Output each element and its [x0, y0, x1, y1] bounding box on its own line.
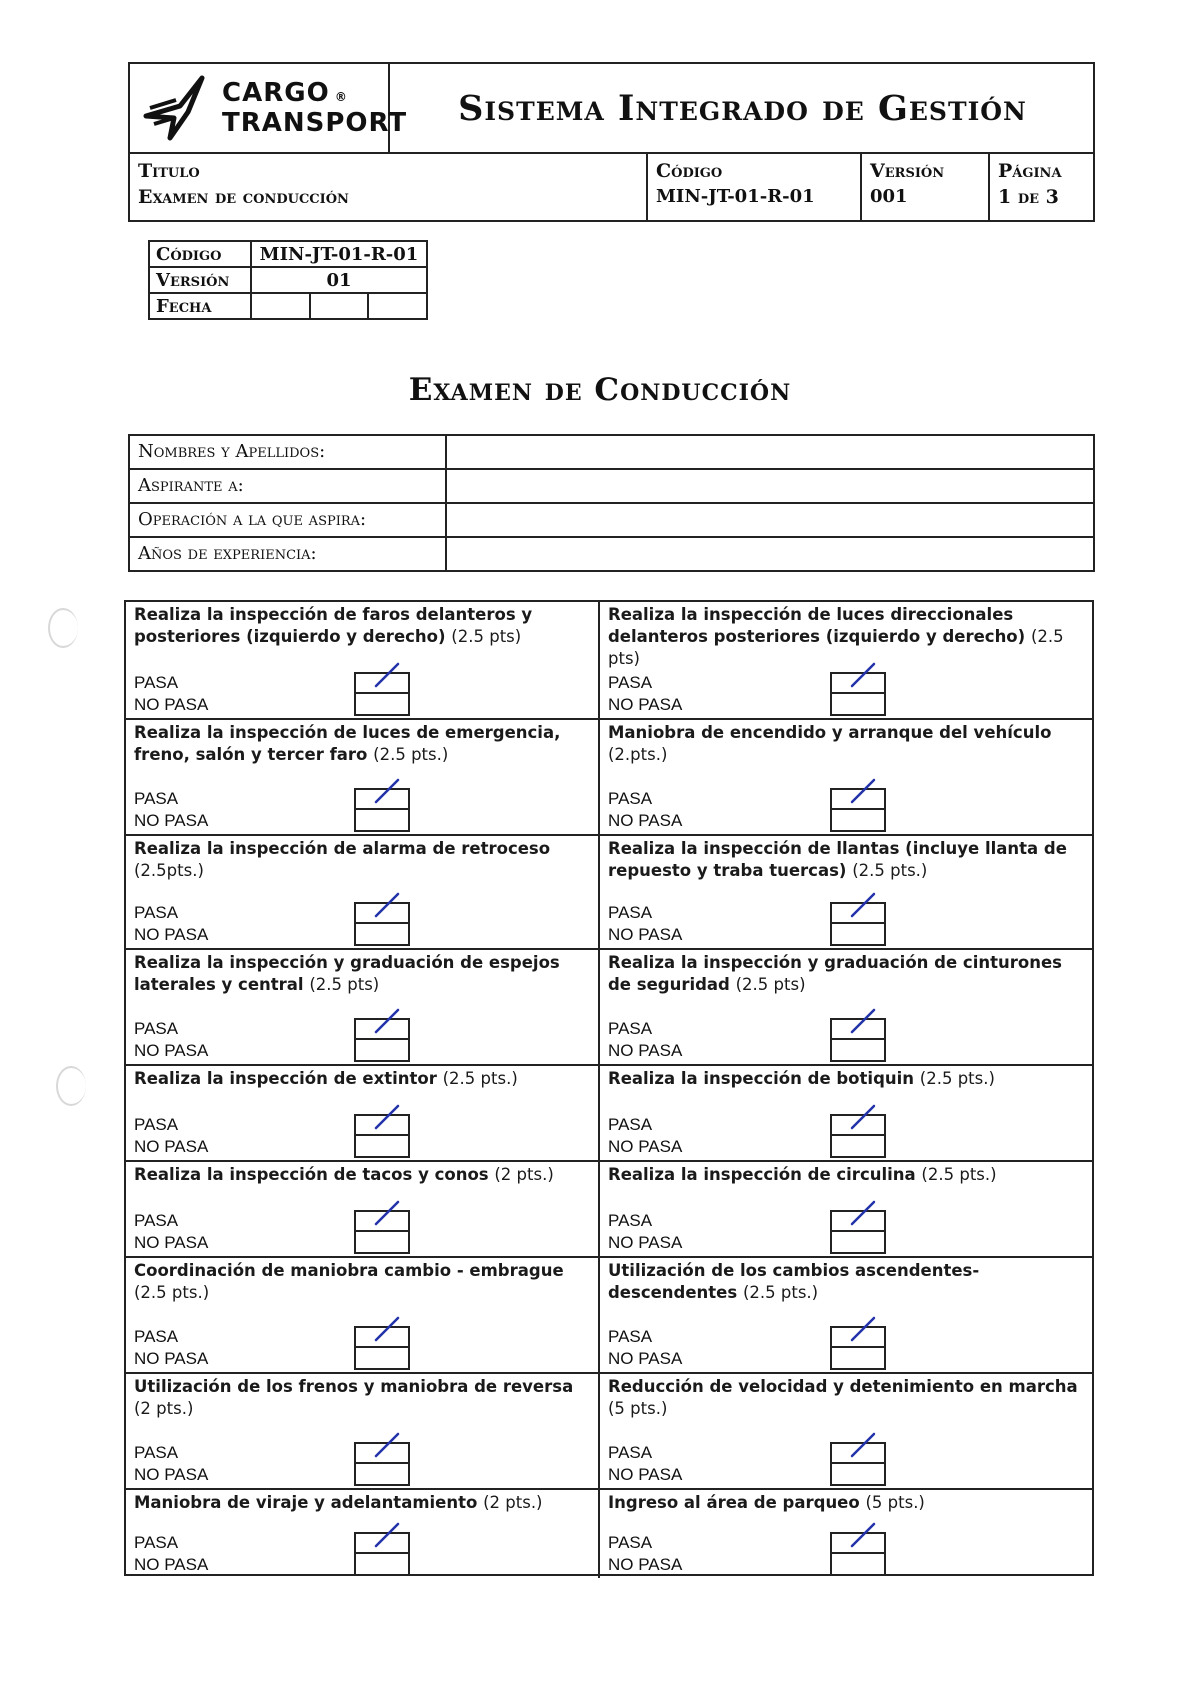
pass-option-label: PASA — [134, 1533, 179, 1552]
item-points: (2.5 pts.) — [921, 1165, 997, 1184]
pass-checkbox[interactable] — [354, 672, 410, 694]
plane-arrow-icon — [140, 72, 210, 142]
fail-option-label: NO PASA — [608, 695, 683, 714]
fail-checkbox[interactable] — [830, 1136, 886, 1158]
code-table-codigo-value: MIN-JT-01-R-01 — [251, 241, 427, 267]
version-cell — [860, 154, 988, 222]
fail-checkbox[interactable] — [830, 1040, 886, 1062]
fail-checkbox[interactable] — [830, 694, 886, 716]
checklist-item — [600, 720, 1092, 836]
item-points: (2.5 pts.) — [919, 1069, 995, 1088]
pagina-cell — [988, 154, 1093, 222]
item-question — [608, 1164, 1082, 1186]
fail-checkbox[interactable] — [354, 1464, 410, 1486]
exam-title: Examen de Conducción — [408, 372, 792, 408]
pass-checkbox[interactable] — [354, 1326, 410, 1348]
item-question-text: Utilización de los frenos y maniobra de reversa — [134, 1377, 574, 1396]
fail-checkbox[interactable] — [830, 1464, 886, 1486]
checklist-item — [126, 602, 600, 720]
version-value: 001 — [870, 186, 908, 207]
fail-checkbox[interactable] — [354, 810, 410, 832]
item-points: (2.5 pts) — [735, 975, 806, 994]
item-points: (2 pts.) — [494, 1165, 554, 1184]
pass-checkbox[interactable] — [830, 1326, 886, 1348]
item-question-text: Realiza la inspección de alarma de retroceso — [134, 839, 551, 858]
item-question — [134, 952, 588, 996]
pagina-value: 1 de 3 — [998, 186, 1059, 208]
item-points: (2.5 pts.) — [373, 745, 449, 764]
fail-checkbox[interactable] — [830, 1348, 886, 1370]
checklist-item — [600, 1066, 1092, 1162]
checkmark-icon — [370, 1430, 404, 1464]
item-points: (2.5 pts.) — [852, 861, 928, 880]
fail-checkbox[interactable] — [830, 1232, 886, 1254]
fail-option-label: NO PASA — [608, 811, 683, 830]
pass-checkbox[interactable] — [830, 1114, 886, 1136]
code-table-version-label: Versión — [149, 267, 251, 293]
checklist-item — [126, 1162, 600, 1258]
checklist-item — [600, 1490, 1092, 1578]
pass-option-label: PASA — [608, 1115, 653, 1134]
checkmark-icon — [370, 1314, 404, 1348]
pass-option-label: PASA — [134, 789, 179, 808]
item-question — [608, 604, 1082, 670]
item-question — [608, 1068, 1082, 1090]
item-question-text: Realiza la inspección de llantas (incluye llanta de repuesto y traba tuercas) — [608, 839, 1067, 880]
operation-label: Operación a la que aspira: — [130, 504, 447, 536]
fail-option-label: NO PASA — [608, 925, 683, 944]
fail-checkbox[interactable] — [354, 1348, 410, 1370]
item-question — [608, 1376, 1082, 1420]
code-table-version-value: 01 — [251, 267, 427, 293]
fail-option-label: NO PASA — [608, 1555, 683, 1574]
pass-option-label: PASA — [134, 1115, 179, 1134]
item-question-text: Reducción de velocidad y detenimiento en marcha — [608, 1377, 1078, 1396]
checklist-grid — [124, 600, 1094, 1576]
fecha-month-field[interactable] — [310, 293, 369, 319]
pass-option-label: PASA — [608, 1533, 653, 1552]
item-question-text: Realiza la inspección y graduación de cinturones de seguridad — [608, 953, 1062, 994]
header-meta-row — [130, 152, 1093, 220]
fail-option-label: NO PASA — [134, 1349, 209, 1368]
fail-checkbox[interactable] — [354, 1554, 410, 1576]
pass-option-label: PASA — [608, 1211, 653, 1230]
pass-option-label: PASA — [134, 903, 179, 922]
fail-checkbox[interactable] — [354, 694, 410, 716]
item-points: (2.5 pts.) — [442, 1069, 518, 1088]
checkmark-icon — [846, 1314, 880, 1348]
pass-checkbox[interactable] — [830, 672, 886, 694]
checklist-item — [600, 1162, 1092, 1258]
titulo-value: Examen de conducción — [138, 186, 349, 208]
checkmark-icon — [846, 776, 880, 810]
fail-option-label: NO PASA — [608, 1465, 683, 1484]
fail-option-label: NO PASA — [134, 1233, 209, 1252]
pass-option-label: PASA — [608, 1019, 653, 1038]
item-points: (2 pts.) — [483, 1493, 543, 1512]
checklist-item — [126, 836, 600, 950]
punch-hole-bottom — [56, 1066, 86, 1106]
item-question-text: Realiza la inspección y graduación de espejos laterales y central — [134, 953, 560, 994]
item-question-text: Realiza la inspección de extintor — [134, 1069, 437, 1088]
checkmark-icon — [846, 1006, 880, 1040]
fail-option-label: NO PASA — [608, 1137, 683, 1156]
system-title: Sistema Integrado de Gestión — [458, 87, 1027, 129]
checklist-item — [600, 836, 1092, 950]
pass-checkbox[interactable] — [354, 1210, 410, 1232]
item-points: (2 pts.) — [134, 1399, 194, 1418]
checkmark-icon — [370, 1520, 404, 1554]
fail-option-label: NO PASA — [134, 1137, 209, 1156]
item-points: (5 pts.) — [865, 1493, 925, 1512]
pass-checkbox[interactable] — [354, 788, 410, 810]
pass-checkbox[interactable] — [354, 1442, 410, 1464]
checkmark-icon — [846, 1520, 880, 1554]
item-question — [134, 1164, 588, 1186]
checklist-item — [126, 1258, 600, 1374]
item-points: (5 pts.) — [608, 1399, 668, 1418]
pass-checkbox[interactable] — [830, 788, 886, 810]
aspirant-label: Aspirante a: — [130, 470, 447, 502]
pass-checkbox[interactable] — [830, 902, 886, 924]
checkmark-icon — [370, 776, 404, 810]
pass-checkbox[interactable] — [830, 1532, 886, 1554]
item-question-text: Maniobra de encendido y arranque del vehículo — [608, 723, 1052, 742]
pass-checkbox[interactable] — [354, 1114, 410, 1136]
checklist-item — [126, 1490, 600, 1578]
item-question-text: Ingreso al área de parqueo — [608, 1493, 860, 1512]
item-question-text: Realiza la inspección de botiquin — [608, 1069, 915, 1088]
checkmark-icon — [370, 890, 404, 924]
experience-row[interactable] — [130, 538, 1093, 572]
checkmark-icon — [846, 660, 880, 694]
item-question — [134, 1376, 588, 1420]
item-question — [134, 1492, 588, 1514]
checkmark-icon — [846, 1102, 880, 1136]
fail-option-label: NO PASA — [608, 1041, 683, 1060]
pagina-label: Página — [998, 160, 1062, 182]
checkmark-icon — [370, 1102, 404, 1136]
item-question — [134, 722, 588, 766]
fail-checkbox[interactable] — [830, 810, 886, 832]
checkmark-icon — [846, 1430, 880, 1464]
fail-checkbox[interactable] — [830, 924, 886, 946]
code-table-codigo-label: Código — [149, 241, 251, 267]
item-question-text: Realiza la inspección de faros delanteros y posteriores (izquierdo y derecho) — [134, 605, 533, 646]
pass-checkbox[interactable] — [354, 1018, 410, 1040]
checkmark-icon — [846, 1198, 880, 1232]
company-logo: CARGO ® TRANSPORT — [130, 64, 390, 152]
titulo-label: Titulo — [138, 160, 200, 182]
item-question — [134, 1068, 588, 1090]
item-points: (2.5 pts) — [608, 627, 1064, 668]
item-points: (2.5 pts) — [309, 975, 380, 994]
code-table-fecha-label: Fecha — [149, 293, 251, 319]
checklist-item — [126, 950, 600, 1066]
logo-line1: CARGO — [222, 78, 330, 108]
checklist-item — [600, 602, 1092, 720]
codigo-cell — [646, 154, 860, 222]
pass-option-label: PASA — [608, 673, 653, 692]
checklist-item — [126, 720, 600, 836]
checklist-item — [600, 1258, 1092, 1374]
item-question — [134, 604, 588, 648]
pass-option-label: PASA — [134, 1327, 179, 1346]
item-question — [608, 952, 1082, 996]
item-question-text: Realiza la inspección de luces de emergencia, freno, salón y tercer faro — [134, 723, 561, 764]
fail-checkbox[interactable] — [354, 924, 410, 946]
item-points: (2.5 pts) — [451, 627, 522, 646]
pass-checkbox[interactable] — [830, 1442, 886, 1464]
experience-label: Años de experiencia: — [130, 538, 447, 572]
item-question-text: Realiza la inspección de luces direccionales delanteros posteriores (izquierdo y derecho) — [608, 605, 1026, 646]
operation-row[interactable] — [130, 504, 1093, 538]
fecha-year-field[interactable] — [368, 293, 427, 319]
item-question — [608, 1260, 1082, 1304]
pass-option-label: PASA — [608, 1327, 653, 1346]
punch-hole-top — [48, 608, 78, 648]
item-question — [608, 722, 1082, 766]
pass-checkbox[interactable] — [354, 1532, 410, 1554]
fail-option-label: NO PASA — [608, 1349, 683, 1368]
pass-option-label: PASA — [608, 903, 653, 922]
checkmark-icon — [370, 1006, 404, 1040]
checklist-item — [126, 1374, 600, 1490]
fail-option-label: NO PASA — [134, 925, 209, 944]
pass-option-label: PASA — [608, 1443, 653, 1462]
checkmark-icon — [370, 1198, 404, 1232]
names-label: Nombres y Apellidos: — [130, 436, 447, 468]
fail-option-label: NO PASA — [608, 1233, 683, 1252]
item-question-text: Utilización de los cambios ascendentes-descendentes — [608, 1261, 980, 1302]
fail-checkbox[interactable] — [354, 1136, 410, 1158]
item-question — [608, 1492, 1082, 1514]
checklist-item — [600, 950, 1092, 1066]
titulo-cell — [130, 154, 646, 222]
item-question — [134, 1260, 588, 1304]
item-question-text: Maniobra de viraje y adelantamiento — [134, 1493, 478, 1512]
item-question — [134, 838, 588, 882]
fail-checkbox[interactable] — [830, 1554, 886, 1576]
fail-option-label: NO PASA — [134, 1465, 209, 1484]
pass-checkbox[interactable] — [830, 1018, 886, 1040]
pass-option-label: PASA — [608, 789, 653, 808]
codigo-value: MIN-JT-01-R-01 — [656, 186, 815, 207]
pass-option-label: PASA — [134, 1019, 179, 1038]
fail-checkbox[interactable] — [354, 1232, 410, 1254]
item-points: (2.pts.) — [608, 745, 668, 764]
logo-line2: TRANSPORT — [222, 108, 408, 138]
checkmark-icon — [846, 890, 880, 924]
pass-option-label: PASA — [134, 1211, 179, 1230]
item-question — [608, 838, 1082, 882]
pass-checkbox[interactable] — [830, 1210, 886, 1232]
document-header — [128, 62, 1095, 222]
fail-option-label: NO PASA — [134, 811, 209, 830]
pass-option-label: PASA — [134, 673, 179, 692]
aspirant-row[interactable] — [130, 470, 1093, 504]
fecha-day-field[interactable] — [251, 293, 310, 319]
code-table — [148, 240, 428, 320]
checklist-item — [126, 1066, 600, 1162]
version-label: Versión — [870, 160, 945, 182]
checkmark-icon — [370, 660, 404, 694]
checklist-item — [600, 1374, 1092, 1490]
fail-option-label: NO PASA — [134, 1041, 209, 1060]
applicant-info-table — [128, 434, 1095, 572]
pass-checkbox[interactable] — [354, 902, 410, 924]
codigo-label: Código — [656, 160, 723, 182]
item-points: (2.5 pts.) — [134, 1283, 210, 1302]
item-points: (2.5 pts.) — [742, 1283, 819, 1302]
pass-option-label: PASA — [134, 1443, 179, 1462]
item-points: (2.5pts.) — [134, 861, 204, 880]
item-question-text: Coordinación de maniobra cambio - embrague — [134, 1261, 564, 1280]
fail-option-label: NO PASA — [134, 1555, 209, 1574]
item-question-text: Realiza la inspección de circulina — [608, 1165, 916, 1184]
fail-checkbox[interactable] — [354, 1040, 410, 1062]
item-question-text: Realiza la inspección de tacos y conos — [134, 1165, 489, 1184]
fail-option-label: NO PASA — [134, 695, 209, 714]
names-row[interactable] — [130, 436, 1093, 470]
